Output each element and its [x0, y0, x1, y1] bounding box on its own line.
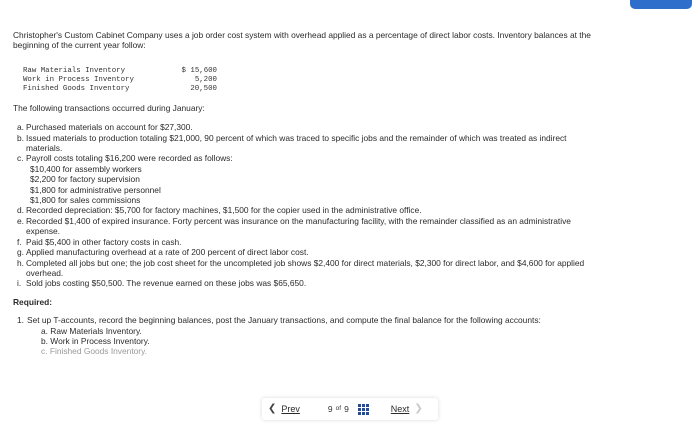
- chevron-right-icon: ❯: [414, 402, 423, 414]
- transaction-letter: h.: [17, 257, 24, 268]
- prev-label: Prev: [281, 403, 300, 414]
- required-text: Set up T-accounts, record the beginning balances, post the January transactions, and compute the final balance for the following accounts:: [27, 315, 541, 326]
- inventory-balances-table: [23, 67, 217, 94]
- table-row: [23, 67, 217, 76]
- transaction-letter: e.: [17, 215, 24, 226]
- list-item: a. Raw Materials Inventory.: [41, 325, 142, 336]
- inventory-amount: $ 15,600: [181, 66, 217, 75]
- transaction-text: Sold jobs costing $50,500. The revenue earned on these jobs was $65,650.: [26, 278, 307, 289]
- inventory-label: Raw Materials Inventory: [23, 66, 126, 75]
- transaction-text: Applied manufacturing overhead at a rate of 200 percent of direct labor cost.: [26, 247, 309, 258]
- pagination-bar: [262, 398, 438, 420]
- payroll-line: $2,200 for factory supervision: [30, 174, 140, 185]
- inventory-label: Work in Process Inventory: [23, 75, 134, 84]
- list-item: b. Work in Process Inventory.: [41, 335, 150, 346]
- inventory-amount: 5,200: [194, 75, 217, 84]
- transaction-letter: c.: [17, 153, 24, 164]
- transactions-list: [13, 122, 603, 289]
- transaction-text: Payroll costs totaling $16,200 were recorded as follows:: [26, 153, 233, 164]
- transaction-text: Completed all jobs but one; the job cost sheet for the uncompleted job shows $2,400 for direct materials, $2,300 for direct labor, and $4,600 for applied overhead.: [26, 257, 585, 278]
- chevron-left-icon: ❮: [268, 402, 277, 414]
- page-indicator: [328, 404, 369, 415]
- transaction-letter: b.: [17, 132, 24, 143]
- payroll-line: $10,400 for assembly workers: [30, 163, 142, 174]
- transaction-text: Recorded depreciation: $5,700 for factory machines, $1,500 for the copier used in the administrative office.: [26, 205, 422, 216]
- list-item: [17, 153, 603, 163]
- table-row: [23, 76, 217, 85]
- transaction-letter: g.: [17, 247, 24, 258]
- page-of: of: [335, 404, 342, 412]
- required-number: 1.: [17, 315, 24, 326]
- list-item: [17, 278, 603, 288]
- transaction-letter: f.: [17, 236, 22, 247]
- payroll-breakdown: [30, 164, 603, 206]
- list-item: [17, 122, 603, 132]
- total-pages: 9: [344, 403, 349, 414]
- transaction-text: Recorded $1,400 of expired insurance. Forty percent was insurance on the manufacturing facility, with the remainder classified as an administrative expense.: [26, 215, 571, 237]
- top-banner-pill[interactable]: [630, 0, 692, 9]
- list-item: c. Finished Goods Inventory.: [41, 346, 147, 357]
- payroll-line: $1,800 for sales commissions: [30, 195, 141, 206]
- transaction-text: Paid $5,400 in other factory costs in cash.: [26, 236, 182, 247]
- required-item: [17, 315, 603, 325]
- transaction-letter: a.: [17, 122, 24, 133]
- list-item: [17, 133, 603, 154]
- list-item: [17, 237, 603, 247]
- list-item: [17, 216, 603, 237]
- grid-icon[interactable]: [358, 404, 369, 415]
- current-page: 9: [327, 403, 333, 414]
- problem-content: [13, 30, 603, 357]
- transaction-text: Issued materials to production totaling $21,000, 90 percent of which was traced to specific jobs and the remainder of which was treated as indirect materials.: [26, 132, 567, 154]
- transaction-letter: i.: [17, 278, 22, 289]
- list-item: [17, 258, 603, 279]
- transaction-letter: d.: [17, 205, 24, 216]
- next-button[interactable]: [391, 404, 423, 414]
- required-heading: Required:: [13, 296, 53, 307]
- intro-paragraph: Christopher's Custom Cabinet Company uses a job order cost system with overhead applied as a percentage of direct labor costs. Inventory balances at the beginning of the current year follow:: [13, 30, 591, 51]
- payroll-line: $1,800 for administrative personnel: [30, 184, 161, 195]
- table-row: [23, 85, 217, 94]
- prev-button[interactable]: [268, 404, 300, 414]
- list-item: [17, 247, 603, 257]
- list-item: [17, 205, 603, 215]
- inventory-label: Finished Goods Inventory: [23, 84, 130, 93]
- required-subitems: [41, 326, 603, 357]
- transaction-text: Purchased materials on account for $27,300.: [26, 122, 193, 133]
- transactions-intro: The following transactions occurred during January:: [13, 102, 205, 113]
- next-label: Next: [390, 403, 410, 414]
- inventory-amount: 20,500: [190, 84, 217, 93]
